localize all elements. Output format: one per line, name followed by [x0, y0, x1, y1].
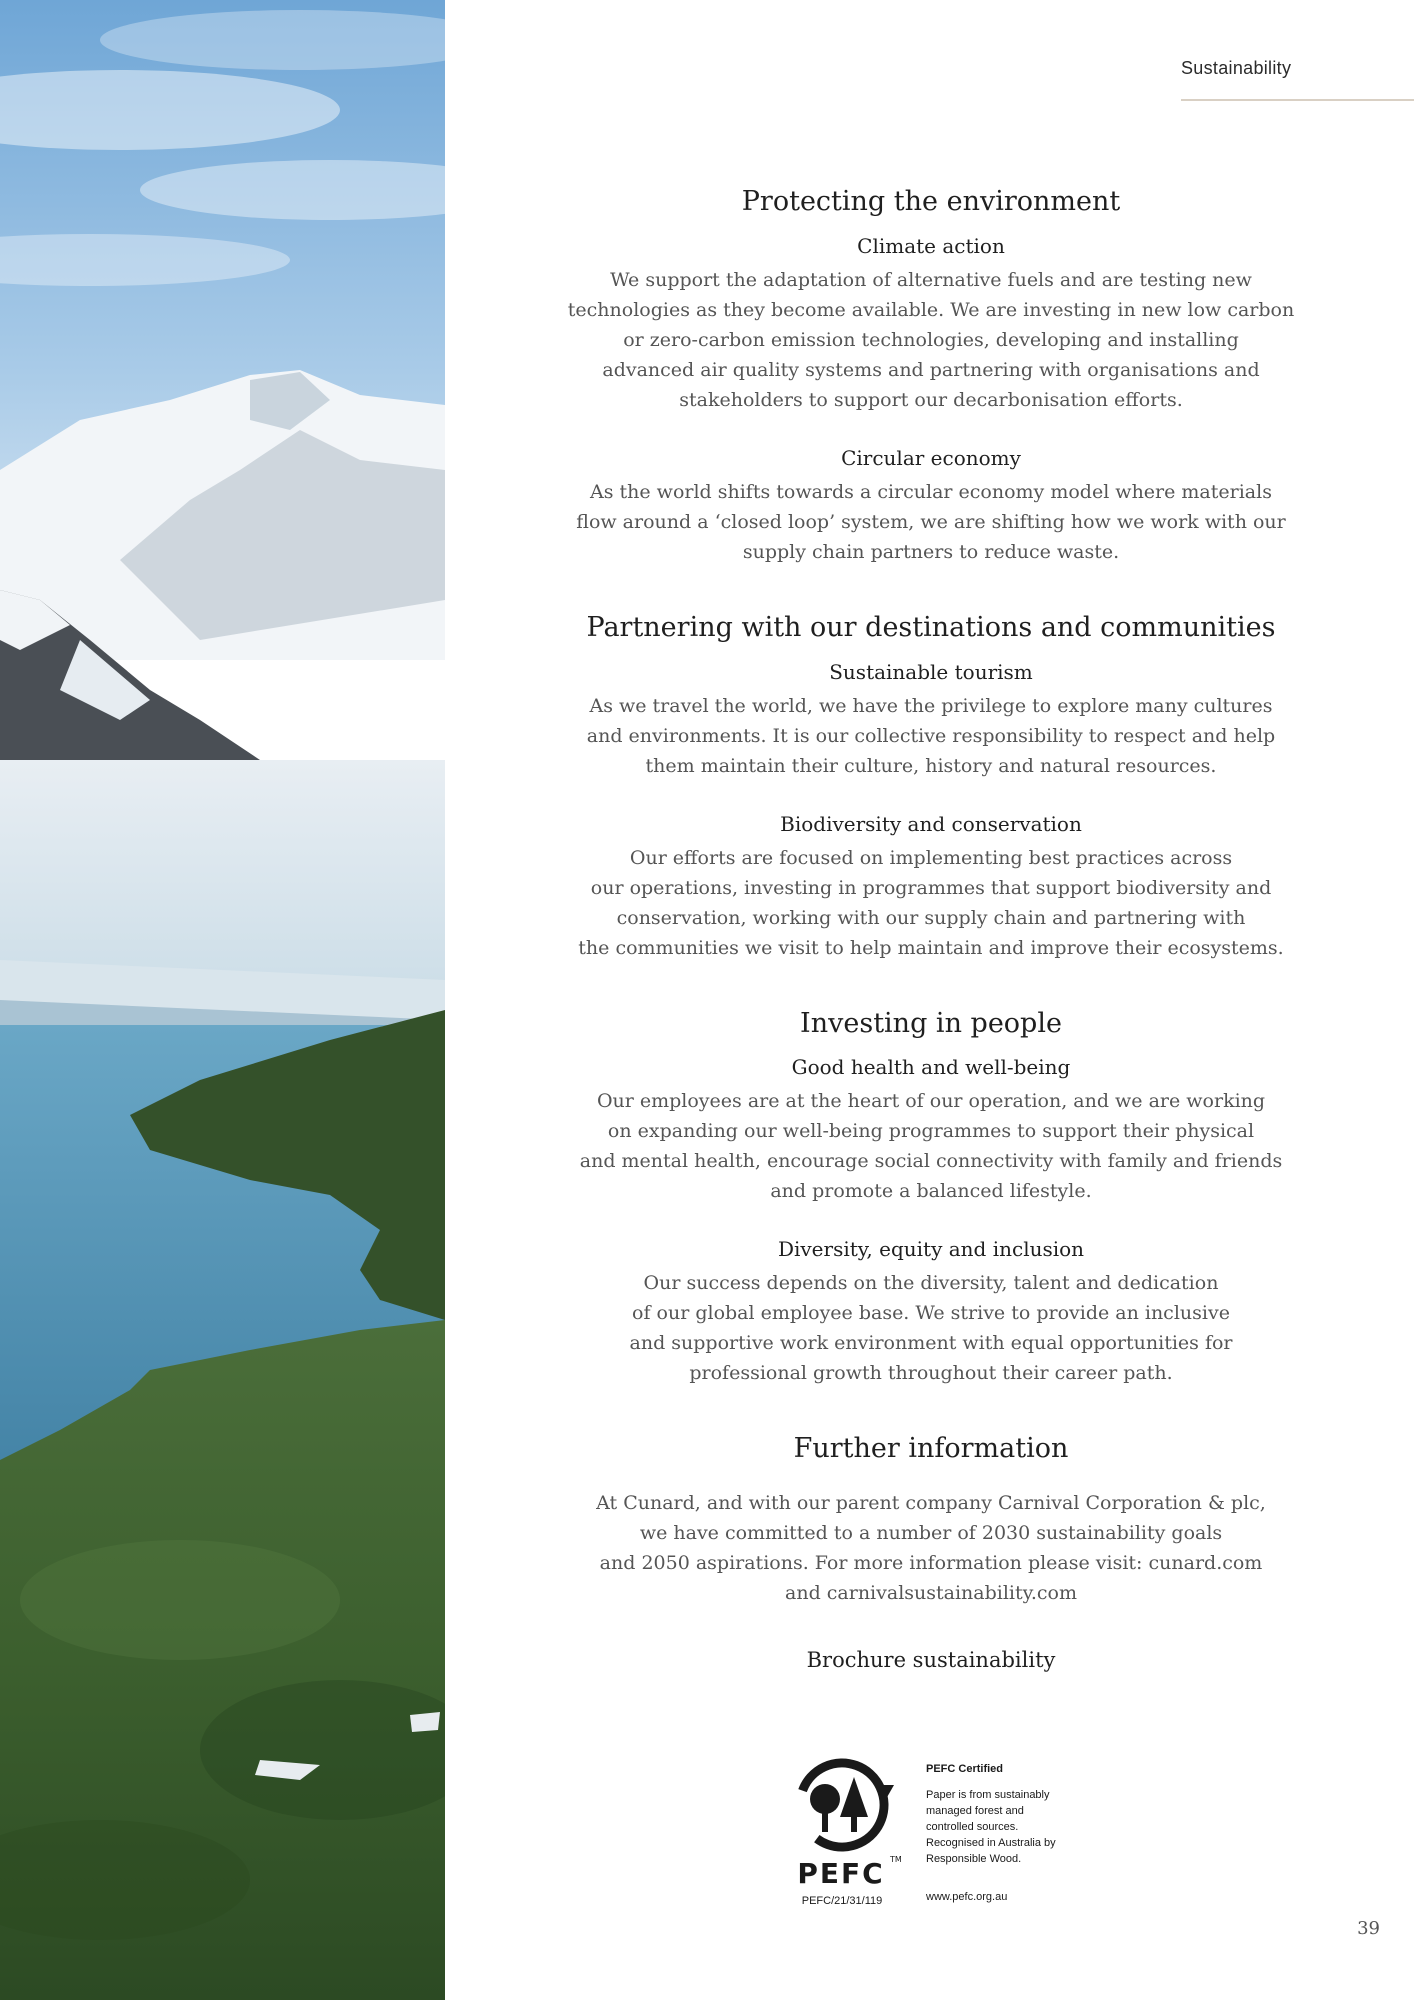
- subsection-climate-action: [560, 233, 1302, 415]
- subsection-title: Diversity, equity and inclusion: [777, 1237, 1085, 1262]
- subsection-body: [560, 265, 1302, 415]
- section-protecting-environment: [560, 185, 1302, 567]
- main-content: [560, 185, 1302, 1688]
- section-investing-people: [560, 1007, 1302, 1389]
- body-line: them maintain their culture, history and natural resources.: [645, 754, 1217, 777]
- subsection-title: Good health and well-being: [791, 1055, 1071, 1080]
- subsection-diversity: [560, 1236, 1302, 1388]
- further-information-body: [560, 1488, 1302, 1608]
- body-line: As the world shifts towards a circular economy model where materials: [590, 480, 1272, 503]
- body-line: and promote a balanced lifestyle.: [770, 1180, 1092, 1203]
- pefc-description-line: Paper is from sustainably: [926, 1789, 1050, 1801]
- body-line: and mental health, encourage social connectivity with family and friends: [579, 1150, 1283, 1173]
- brochure-heading: Brochure sustainability: [806, 1648, 1056, 1672]
- body-line: Our success depends on the diversity, talent and dedication: [643, 1272, 1219, 1295]
- body-line: we have committed to a number of 2030 sustainability goals: [639, 1522, 1223, 1544]
- pefc-certified-label: PEFC Certified: [926, 1763, 1004, 1775]
- glacier-landscape-photo: [0, 0, 445, 2000]
- pefc-logo-text: PEFC: [797, 1857, 885, 1890]
- body-line: our operations, investing in programmes that support biodiversity and: [590, 876, 1272, 899]
- body-line: and supportive work environment with equal opportunities for: [629, 1332, 1233, 1355]
- section-heading: Protecting the environment: [741, 186, 1121, 217]
- subsection-sustainable-tourism: [560, 659, 1302, 781]
- body-line: or zero-carbon emission technologies, developing and installing: [623, 328, 1239, 351]
- pefc-trademark: TM: [890, 1855, 902, 1864]
- subsection-title: Circular economy: [841, 445, 1021, 470]
- body-line: the communities we visit to help maintain and improve their ecosystems.: [578, 936, 1284, 959]
- landscape-illustration: [0, 0, 445, 2000]
- body-line: As we travel the world, we have the privilege to explore many cultures: [589, 694, 1273, 717]
- subsection-biodiversity: [560, 811, 1302, 963]
- body-line: At Cunard, and with our parent company Carnival Corporation & plc,: [596, 1492, 1266, 1514]
- body-line: flow around a ‘closed loop’ system, we are shifting how we work with our: [576, 510, 1286, 533]
- body-line: professional growth throughout their career path.: [689, 1362, 1173, 1385]
- body-line: supply chain partners to reduce waste.: [742, 540, 1120, 563]
- section-partnering-destinations: [560, 611, 1302, 963]
- pefc-description-line: controlled sources.: [926, 1821, 1019, 1833]
- body-line: advanced air quality systems and partnering with organisations and: [602, 358, 1260, 381]
- body-line: technologies as they become available. We are investing in new low carbon: [567, 298, 1295, 321]
- subsection-title: Climate action: [857, 233, 1005, 258]
- subsection-body: [560, 1086, 1302, 1206]
- subsection-body: [560, 477, 1302, 567]
- subsection-title: Sustainable tourism: [829, 659, 1033, 684]
- section-heading: Partnering with our destinations and communities: [586, 611, 1276, 643]
- body-line: and carnivalsustainability.com: [785, 1582, 1077, 1604]
- body-line: Our employees are at the heart of our operation, and we are working: [596, 1090, 1266, 1113]
- subsection-body: [560, 691, 1302, 781]
- body-line: conservation, working with our supply chain and partnering with: [616, 906, 1246, 929]
- body-line: and 2050 aspirations. For more information please visit: cunard.com: [599, 1552, 1263, 1574]
- subsection-body: [560, 843, 1302, 963]
- pefc-certification: [782, 1755, 1082, 1915]
- body-line: on expanding our well-being programmes to support their physical: [607, 1120, 1255, 1143]
- pefc-description: [926, 1787, 1086, 1867]
- body-line: Our efforts are focused on implementing best practices across: [629, 846, 1233, 869]
- body-line: We support the adaptation of alternative fuels and are testing new: [610, 268, 1252, 291]
- subsection-circular-economy: [560, 445, 1302, 567]
- section-heading: Further information: [793, 1433, 1069, 1465]
- pefc-code: PEFC/21/31/119: [801, 1895, 883, 1907]
- pefc-description-line: Responsible Wood.: [926, 1853, 1022, 1865]
- body-line: stakeholders to support our decarbonisation efforts.: [679, 388, 1183, 411]
- section-heading: Investing in people: [800, 1007, 1062, 1039]
- subsection-health-wellbeing: [560, 1054, 1302, 1206]
- subsection-body: [560, 1268, 1302, 1388]
- subsection-title: Biodiversity and conservation: [780, 811, 1082, 836]
- pefc-description-line: managed forest and: [926, 1805, 1024, 1817]
- body-line: of our global employee base. We strive to provide an inclusive: [632, 1302, 1230, 1325]
- pefc-description-line: Recognised in Australia by: [926, 1837, 1056, 1849]
- pefc-url: www.pefc.org.au: [926, 1891, 1008, 1903]
- body-line: and environments. It is our collective responsibility to respect and help: [586, 724, 1276, 747]
- section-label: Sustainability: [1181, 58, 1414, 101]
- pefc-info: [926, 1761, 1086, 1905]
- section-further-information: [560, 1432, 1302, 1608]
- page-number: 39: [1357, 1918, 1380, 1939]
- pefc-tree-logo-icon: [782, 1755, 902, 1855]
